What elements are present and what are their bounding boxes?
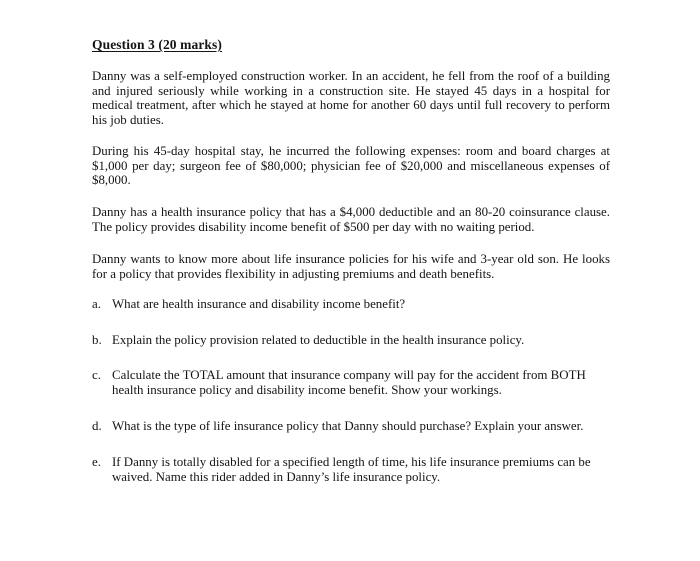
subquestion-e xyxy=(92,455,610,484)
scenario-paragraph-accident: Danny was a self-employed construction worker. In an accident, he fell from the roof of a building and injured seriously while working in a construction site. He stayed 45 days in a hospital for medical treatment, after which he stayed at home for another 60 days until full recovery to perform his job duties. xyxy=(92,69,610,127)
subquestion-text: Explain the policy provision related to deductible in the health insurance policy. xyxy=(112,333,525,347)
subquestion-text: What is the type of life insurance policy that Danny should purchase? Explain your answer. xyxy=(112,419,584,433)
subquestion-text: Calculate the TOTAL amount that insurance company will pay for the accident from BOTH health insurance policy and disability income benefit. Show your workings. xyxy=(112,368,586,397)
subquestion-letter: b. xyxy=(92,333,102,347)
subquestion-d xyxy=(92,419,610,434)
subquestion-a xyxy=(92,297,610,312)
subquestion-b xyxy=(92,333,610,348)
question-heading: Question 3 (20 marks) xyxy=(92,37,222,52)
subquestion-letter: c. xyxy=(92,368,101,382)
subquestion-letter: a. xyxy=(92,297,101,311)
subquestion-c xyxy=(92,368,610,397)
scenario-paragraph-policy: Danny has a health insurance policy that has a $4,000 deductible and an 80-20 coinsurance clause. The policy provides disability income benefit of $500 per day with no waiting period. xyxy=(92,205,610,234)
subquestion-letter: d. xyxy=(92,419,102,433)
scenario-paragraph-life-insurance: Danny wants to know more about life insurance policies for his wife and 3-year old son. He looks for a policy that provides flexibility in adjusting premiums and death benefits. xyxy=(92,252,610,281)
scenario-paragraph-expenses: During his 45-day hospital stay, he incurred the following expenses: room and board charges at $1,000 per day; surgeon fee of $80,000; physician fee of $20,000 and miscellaneous expenses of $8,000. xyxy=(92,144,610,188)
subquestion-text: What are health insurance and disability income benefit? xyxy=(112,297,406,311)
subquestion-text: If Danny is totally disabled for a specified length of time, his life insurance premiums can be waived. Name this rider added in Danny’s life insurance policy. xyxy=(112,455,591,484)
subquestion-letter: e. xyxy=(92,455,101,469)
